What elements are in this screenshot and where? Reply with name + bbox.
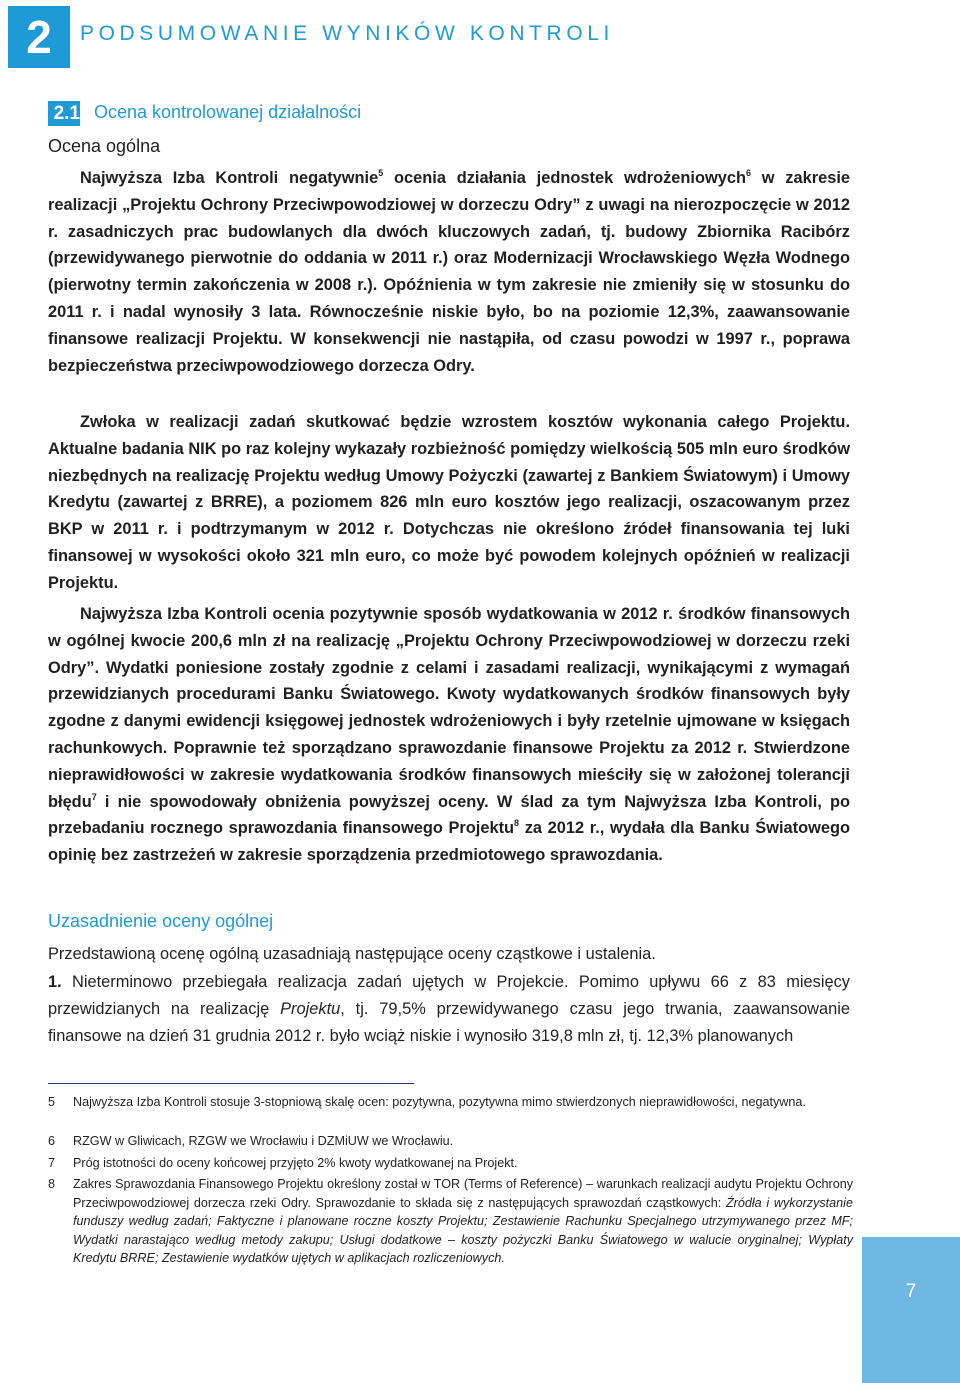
footnote-ref-7[interactable]: 7 (91, 791, 97, 802)
item-1-text-a: Nieterminowo przebiegała realizacja zadań ujętych w Projekcie. Pomimo upływu 66 z 83 miesięcy przewidzianych na realizację (48, 973, 850, 1018)
footnote-number: 8 (48, 1177, 56, 1191)
paragraph-delay-costs (48, 409, 850, 597)
footnote-text: Próg istotności do oceny końcowej przyjęto 2% kwoty wydatkowanej na Projekt. (73, 1156, 518, 1170)
paragraph-positive-assessment (48, 601, 850, 869)
footnote-ref-6[interactable]: 6 (746, 168, 752, 178)
justification-intro (48, 941, 850, 968)
subheading-general-assessment: Ocena ogólna (48, 136, 161, 156)
p3-text-c: za 2012 r., wydała dla Banku Światowego opinię bez zastrzeżeń w zakresie sporządzenia przedmiotowego sprawozdania. (48, 819, 850, 865)
footnote-text: Najwyższa Izba Kontroli stosuje 3-stopniową skalę ocen: pozytywna, pozytywna mimo stwierdzonych nieprawidłowości, negatywna. (73, 1095, 806, 1109)
justification-item-1 (48, 969, 850, 1049)
footnote-number: 7 (48, 1156, 56, 1170)
footnote-6 (48, 1132, 853, 1151)
page-number: 7 (905, 1281, 917, 1302)
footnote-7 (48, 1154, 853, 1173)
footnote-number: 5 (48, 1095, 56, 1109)
chapter-number-box (8, 6, 70, 68)
footnote-text: RZGW w Gliwicach, RZGW we Wrocławiu i DZMiUW we Wrocławiu. (73, 1134, 454, 1148)
footnote-8-text-a: Zakres Sprawozdania Finansowego Projektu określony został w TOR (Terms of Reference) – warunkach realizacji audytu Projektu Ochrony Przeciwpowodziowej dorzecza rzeki Odry. Sprawozdanie to składa się z następujących sprawozdań cząstkowych: (73, 1177, 853, 1210)
footnote-8-text-b: Źródła i wykorzystanie funduszy według zadań; Faktyczne i planowane roczne koszty Projektu; Zestawienie Rachunku Specjalnego utrzymywanego przez MF; Wydatki narastająco według metody zakupu; Usługi dodatkowe – koszty pożyczki Banku Światowego w walucie oryginalnej; Wypłaty Kredytu BRRE; Zestawienie wydatków ujętych w aplikacjach rozliczeniowych. (73, 1195, 853, 1266)
p1-text-c: w zakresie realizacji „Projektu Ochrony Przeciwpowodziowej w dorzeczu Odry” z uwagi na nierozpoczęcie w 2012 r. zasadniczych prac budowlanych dla dwóch kluczowych zadań, tj. budowy Zbiornika Racibórz (przewidywanego pierwotnie do oddania w 2011 r.) oraz Modernizacji Wrocławskiego Węzła Wodnego (pierwotny termin zakończenia w 2008 r.). Opóźnienia w tym zakresie nie zmieniły się w stosunku do 2011 r. i nadal wynosiły 3 lata. Równocześnie niskie było, bo na poziomie 12,3%, zaawansowanie finansowe realizacji Projektu. W konsekwencji nie nastąpiła, od czasu powodzi w 1997 r., poprawa bezpieczeństwa przeciwpowodziowego dorzecza Odry. (48, 169, 850, 375)
p3-text-a: Najwyższa Izba Kontroli ocenia pozytywnie sposób wydatkowania w 2012 r. środków finansowych w ogólnej kwocie 200,6 mln zł na realizację „Projektu Ochrony Przeciwpowodziowej w dorzeczu rzeki Odry”. Wydatki poniesione zostały zgodnie z celami i zasadami realizacji, wynikającymi z wymagań przewidzianych procedurami Banku Światowego. Kwoty wydatkowanych środków finansowych były zgodne z danymi ewidencji księgowej jednostek wdrożeniowych i były rzetelnie ujmowane w księgach rachunkowych. Poprawnie też sporządzano sprawozdanie finansowe Projektu za 2012 r. Stwierdzone nieprawidłowości w zakresie wydatkowania środków finansowych mieściły się w założonej tolerancji błędu (48, 605, 850, 811)
justification-heading: Uzasadnienie oceny ogólnej (48, 911, 274, 931)
footnote-text (73, 1175, 853, 1268)
p1-text-b: ocenia działania jednostek wdrożeniowych (383, 169, 746, 187)
item-1-number: 1. (48, 973, 62, 991)
footnote-8 (48, 1175, 853, 1268)
chapter-title: PODSUMOWANIE WYNIKÓW KONTROLI (80, 22, 614, 45)
p3-text-b: i nie spowodowały obniżenia powyższej oceny. W ślad za tym Najwyższa Izba Kontroli, po przebadaniu rocznego sprawozdania finansowego Projektu (48, 792, 850, 838)
section-number: 2.1 (48, 101, 80, 126)
section-title: Ocena kontrolowanej działalności (94, 102, 362, 122)
chapter-number: 2 (26, 11, 52, 63)
justification-intro-text: Przedstawioną ocenę ogólną uzasadniają następujące oceny cząstkowe i ustalenia. (48, 945, 656, 963)
footnote-ref-8[interactable]: 8 (514, 818, 520, 829)
page-number-box (862, 1237, 960, 1383)
p1-text-a: Najwyższa Izba Kontroli negatywnie (80, 169, 379, 187)
footnote-ref-5[interactable]: 5 (378, 168, 384, 178)
footnote-number: 6 (48, 1134, 56, 1148)
footnote-separator (48, 1083, 414, 1084)
p2-text: Zwłoka w realizacji zadań skutkować będzie wzrostem kosztów wykonania całego Projektu. Aktualne badania NIK po raz kolejny wykazały rozbieżność pomiędzy wielkością 505 mln euro środków niezbędnych na realizację Projektu według Umowy Pożyczki (zawartej z Bankiem Światowym) i Umowy Kredytu (zawartej z BRRE), a poziomem 826 mln euro kosztów jego realizacji, oszacowanym przez BKP w 2011 r. i podtrzymanym w 2012 r. Dotychczas nie określono źródeł finansowania tej luki finansowej w wysokości około 321 mln euro, co może być powodem kolejnych opóźnień w realizacji Projektu. (48, 413, 850, 592)
item-1-italic: Projektu (280, 999, 341, 1018)
item-1-text-b: , tj. 79,5% przewidywanego czasu jego trwania, zaawansowanie finansowe na dzień 31 grudnia 2012 r. było wciąż niskie i wynosiło 319,8 mln zł, tj. 12,3% planowanych (48, 999, 851, 1045)
footnote-5 (48, 1093, 853, 1112)
paragraph-negative-assessment (48, 165, 850, 379)
